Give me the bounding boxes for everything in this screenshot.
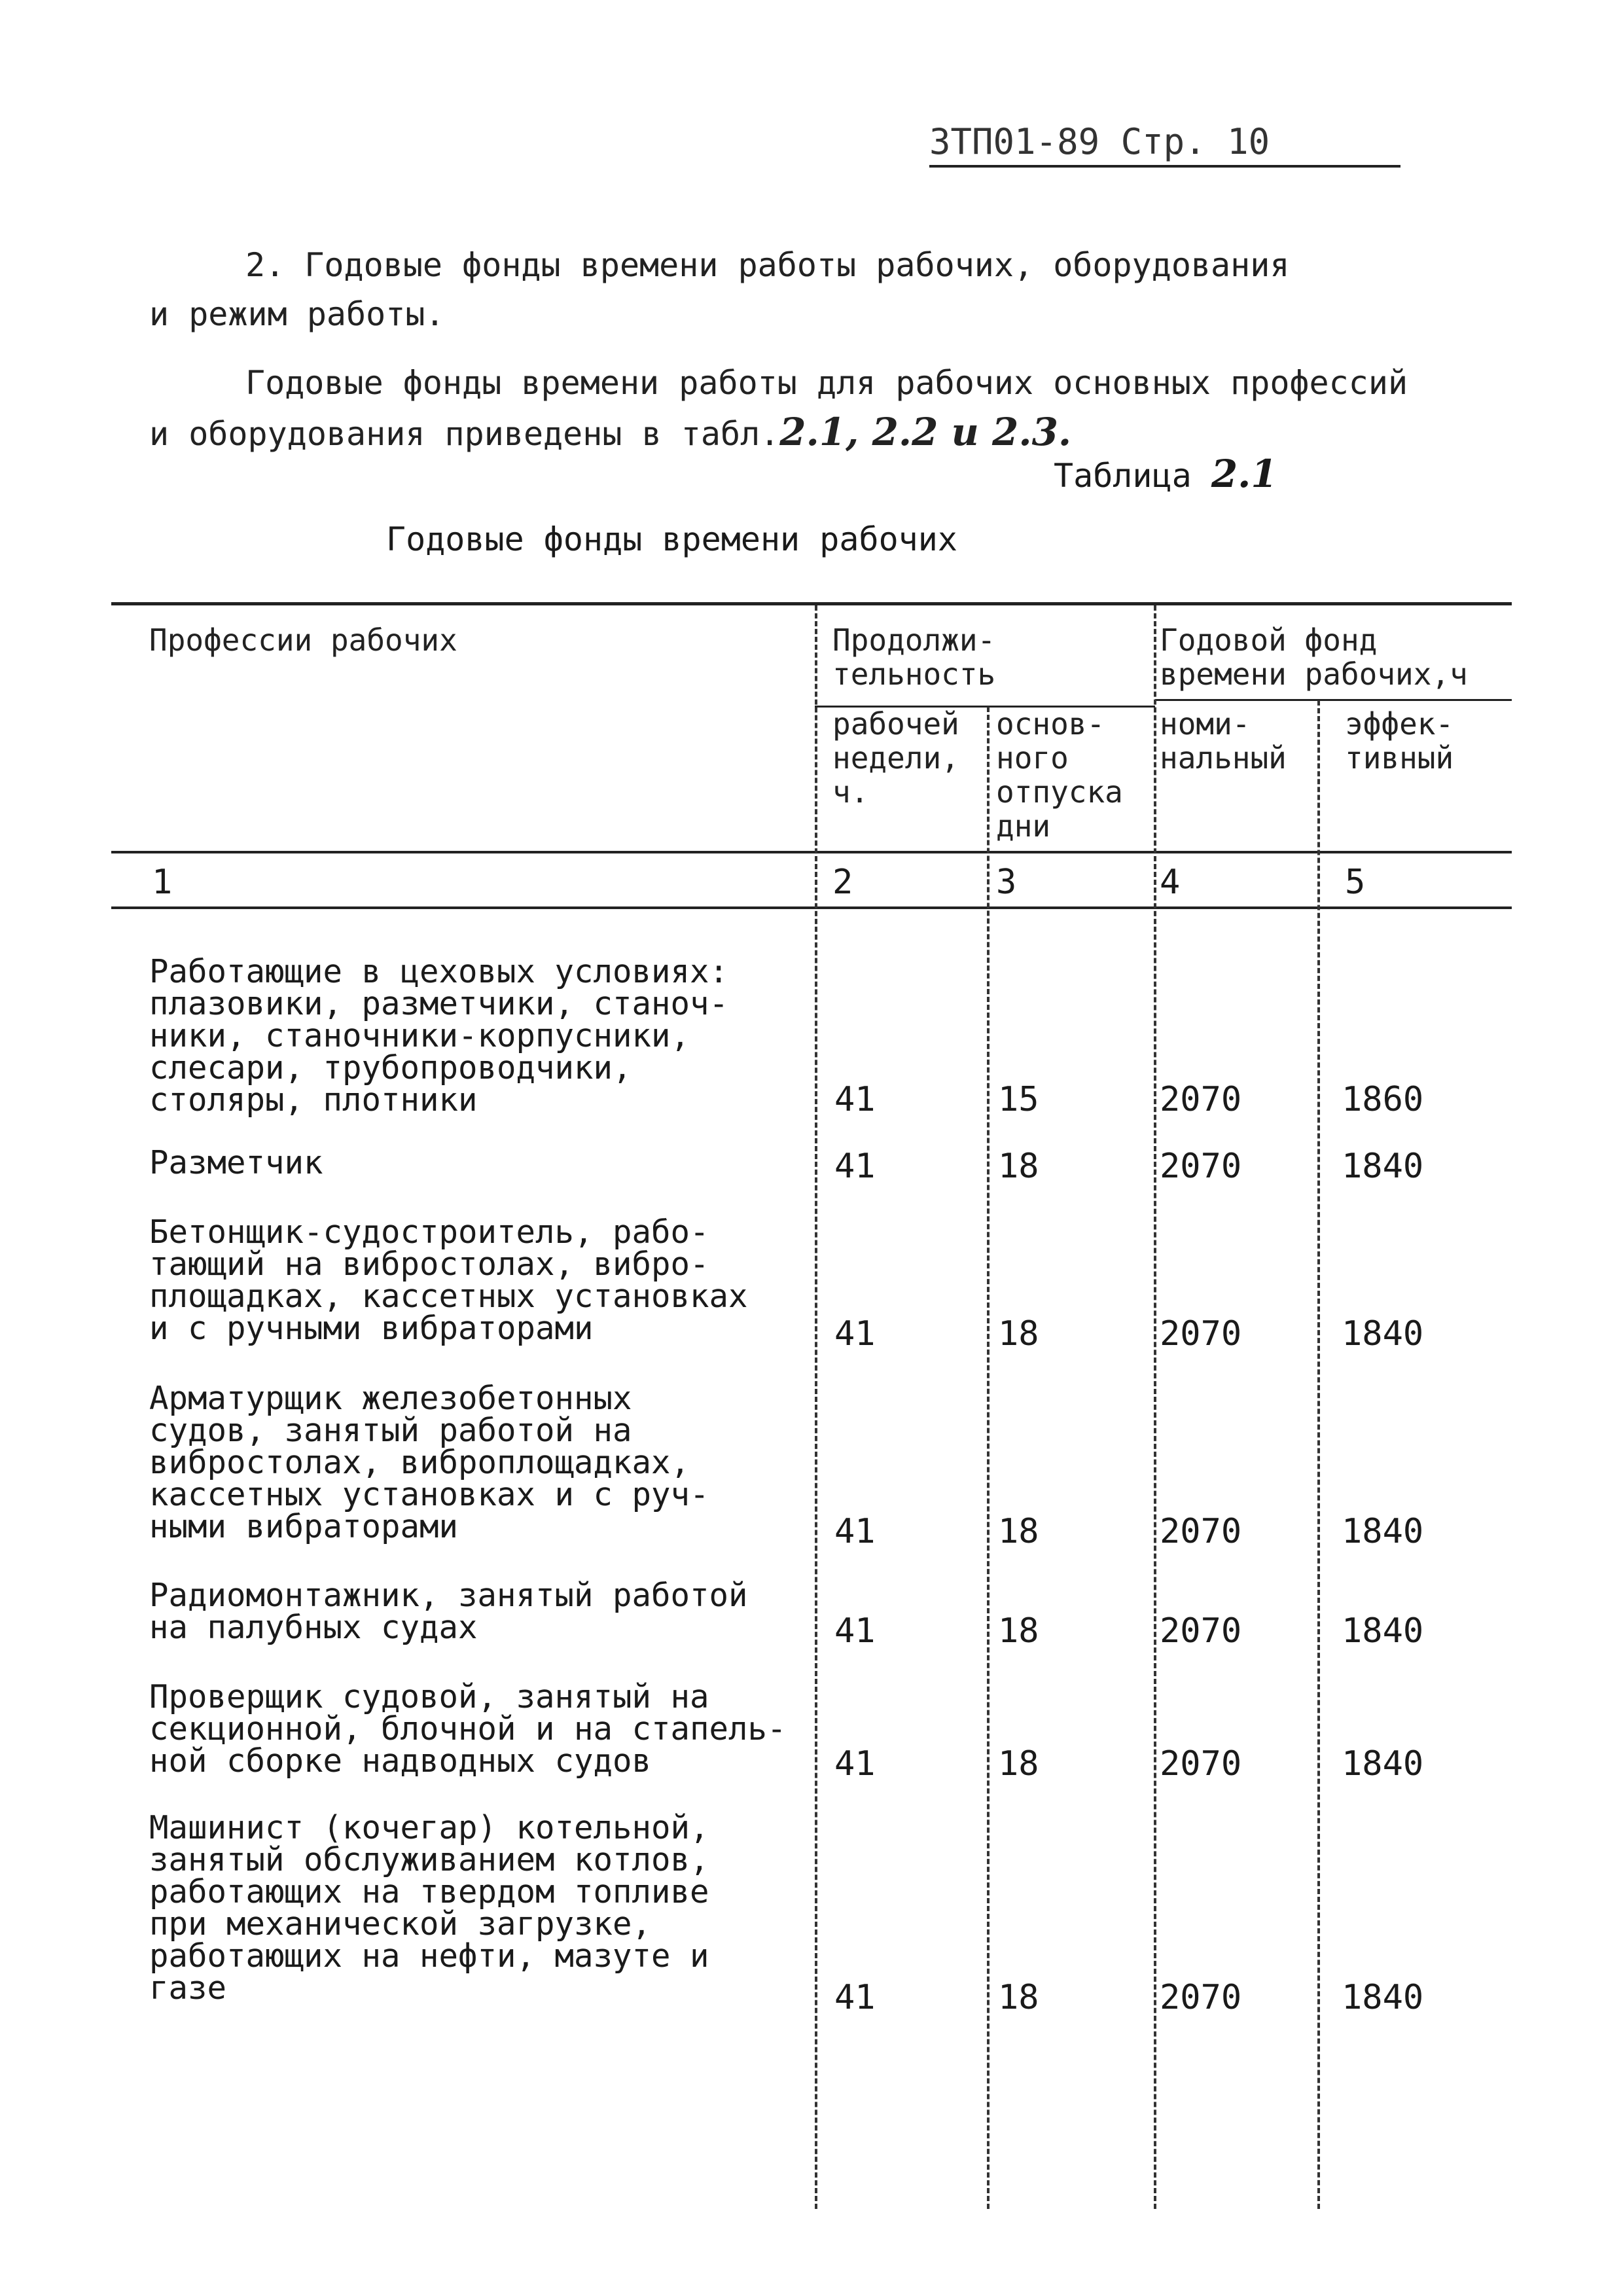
- row-effective-fund: 1840: [1342, 1512, 1424, 1551]
- column-number: 1: [152, 863, 173, 902]
- document-reference: ЗТП01-89 Стр. 10: [929, 121, 1270, 162]
- table-caption-label: Таблица: [1054, 457, 1192, 495]
- row-vacation-days: 15: [998, 1080, 1039, 1119]
- row-nominal-fund: 2070: [1160, 1147, 1242, 1186]
- row-nominal-fund: 2070: [1160, 1512, 1242, 1551]
- row-work-week: 41: [834, 1978, 876, 2017]
- column-number-rule: [111, 906, 1512, 909]
- intro-paragraph-text: и оборудования приведены в табл.: [149, 415, 780, 453]
- intro-paragraph-line1: Годовые фонды времени работы для рабочих основных профессий: [245, 364, 1408, 402]
- row-vacation-days: 18: [998, 1314, 1039, 1354]
- row-work-week: 41: [834, 1080, 876, 1119]
- row-work-week: 41: [834, 1611, 876, 1651]
- row-work-week: 41: [834, 1744, 876, 1784]
- column-divider-1: [815, 605, 817, 2209]
- section-heading: 2. Годовые фонды времени работы рабочих, оборудования: [245, 246, 1290, 284]
- section-heading-continuation: и режим работы.: [149, 295, 445, 333]
- column-divider-2: [987, 707, 990, 2209]
- row-work-week: 41: [834, 1512, 876, 1551]
- row-nominal-fund: 2070: [1160, 1744, 1242, 1784]
- row-profession: Проверщик судовой, занятый на секционной, блочной и на стапель- ной сборке надводных судов: [149, 1678, 787, 1780]
- row-profession: Разметчик: [149, 1144, 323, 1181]
- row-effective-fund: 1840: [1342, 1314, 1424, 1354]
- header-vacation: основ- ного отпуска дни: [996, 706, 1123, 844]
- fund-subheader-rule: [1155, 699, 1512, 701]
- header-profession: Профессии рабочих: [149, 622, 457, 658]
- row-profession: Арматурщик железобетонных судов, занятый работой на вибростолах, виброплощадках, кассетных установках и с руч- ными вибраторами: [149, 1380, 709, 1545]
- row-effective-fund: 1860: [1342, 1080, 1424, 1119]
- column-number: 5: [1345, 863, 1366, 902]
- column-number: 2: [832, 863, 853, 902]
- row-effective-fund: 1840: [1342, 1611, 1424, 1651]
- row-nominal-fund: 2070: [1160, 1314, 1242, 1354]
- row-vacation-days: 18: [998, 1611, 1039, 1651]
- header-duration: Продолжи- тельность: [832, 622, 996, 692]
- table-top-rule: [111, 602, 1512, 605]
- column-divider-3: [1154, 605, 1156, 2209]
- header-work-week: рабочей недели, ч.: [832, 706, 959, 810]
- row-effective-fund: 1840: [1342, 1147, 1424, 1186]
- row-nominal-fund: 2070: [1160, 1611, 1242, 1651]
- column-number: 4: [1160, 863, 1181, 902]
- row-nominal-fund: 2070: [1160, 1978, 1242, 2017]
- column-number: 3: [996, 863, 1017, 902]
- row-profession: Машинист (кочегар) котельной, занятый обслуживанием котлов, работающих на твердом топливе при механической загрузке, работающих на нефти, мазуте и газе: [149, 1809, 709, 2007]
- header-underline: [929, 165, 1400, 168]
- row-work-week: 41: [834, 1314, 876, 1354]
- header-nominal: номи- нальный: [1160, 706, 1287, 776]
- row-effective-fund: 1840: [1342, 1978, 1424, 2017]
- table-title: Годовые фонды времени рабочих: [386, 520, 957, 558]
- header-annual-fund: Годовой фонд времени рабочих,ч: [1160, 622, 1468, 692]
- row-vacation-days: 18: [998, 1978, 1039, 2017]
- row-vacation-days: 18: [998, 1744, 1039, 1784]
- header-effective: эффек- тивный: [1345, 706, 1454, 776]
- row-profession: Бетонщик-судостроитель, рабо- тающий на вибростолах, вибро- площадках, кассетных установках и с ручными вибраторами: [149, 1213, 748, 1347]
- table-caption-number: 2.1: [1211, 452, 1277, 496]
- row-vacation-days: 18: [998, 1147, 1039, 1186]
- row-effective-fund: 1840: [1342, 1744, 1424, 1784]
- intro-paragraph-line2: [149, 406, 1071, 460]
- table-caption: [1054, 452, 1277, 496]
- column-divider-4: [1317, 700, 1320, 2209]
- handwritten-table-refs: 2.1, 2.2 и 2.3.: [779, 410, 1072, 454]
- row-nominal-fund: 2070: [1160, 1080, 1242, 1119]
- row-profession: Радиомонтажник, занятый работой на палубных судах: [149, 1577, 748, 1646]
- row-vacation-days: 18: [998, 1512, 1039, 1551]
- row-work-week: 41: [834, 1147, 876, 1186]
- row-profession: Работающие в цеховых условиях: плазовики, разметчики, станоч- ники, станочники-корпусники, слесари, трубопроводчики, столяры, плотники: [149, 953, 729, 1119]
- header-bottom-rule: [111, 851, 1512, 853]
